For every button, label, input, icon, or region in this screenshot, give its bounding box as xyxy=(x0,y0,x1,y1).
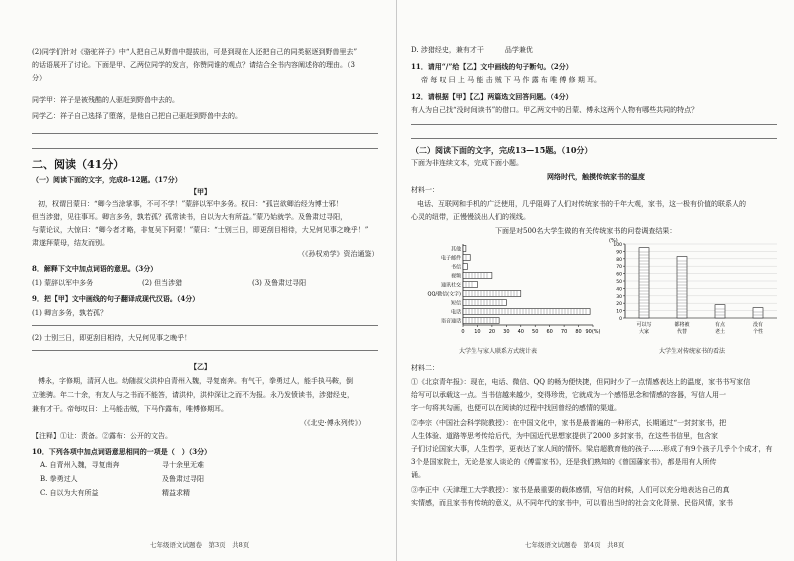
y-tick-label: 70 xyxy=(616,265,622,271)
jia-line-3: 与蒙论议，大惊曰：“卿今者才略，非复吴下阿蒙！”蒙曰：“士别三日，即更刮目相待，大兄何见事之晚乎！” xyxy=(32,226,369,234)
q12-title: 12．请根据【甲】【乙】两篇选文回答问题。（4分） xyxy=(411,92,573,101)
q2-yi: 同学乙：祥子自己选择了堕落，是他自己把自己驱赶到野兽中去的。 xyxy=(32,112,242,120)
category-label-line1: 都将被 xyxy=(674,322,690,328)
section2-title: 二、阅读（41分） xyxy=(32,158,125,171)
category-label-line2: 代替 xyxy=(676,329,688,335)
bar xyxy=(463,255,470,261)
survey-title: 下面是对500名大学生做的有关传统家书的问卷调查结果： xyxy=(495,227,677,235)
x-tick-label: 50 xyxy=(532,329,539,335)
material1-label: 材料一： xyxy=(411,186,439,194)
jia-line-1: 初，权谓吕蒙曰：“卿今当涂掌事，不可不学！”蒙辞以军中多务。权曰：“孤岂欲卿治经为博士邪！ xyxy=(38,200,343,208)
answer-line xyxy=(32,148,378,149)
x-tick-label: 0 xyxy=(461,329,465,335)
answer-line xyxy=(32,350,378,351)
right-footer: 七年级语文试题卷 第4页 共8页 xyxy=(525,541,625,549)
x-tick-label: 40 xyxy=(517,329,524,335)
yi-line-1: 傅永，字修期，清河人也。幼随叔父洪仲自青州入魏，寻复南奔。有气干，拳勇过人，能手执马鞍，倒 xyxy=(38,377,353,385)
note: 【注释】①让：责备。②露布：公开的文告。 xyxy=(32,432,172,440)
m1-line-2: 心灵的纽带，正慢慢淡出人们的视线。 xyxy=(411,213,530,221)
bar xyxy=(463,282,477,288)
y-tick-label: 50 xyxy=(616,280,622,285)
answer-line xyxy=(411,124,777,125)
q11-title: 11．请用“/”给【乙】文中画线的句子断句。（2分） xyxy=(411,62,573,71)
bar xyxy=(715,305,725,318)
m2b-line-1: ②李宗（中国社会科学院教授）：在中国文化中，家书是最普遍的一种形式，长期通过“一封封家书，把 xyxy=(411,419,727,427)
part2-sub: 下面为非连续文本，完成下面小题。 xyxy=(411,159,523,167)
yi-line-2: 立驰骋。年二十余，有友人与之书而不能答，请洪仲，洪仲深让之而不为报。永乃发愤读书，涉猎经史， xyxy=(32,391,354,399)
x-tick-label: 30 xyxy=(503,329,510,335)
q10-opt-a-left: A. 自青州入魏，寻复南奔 xyxy=(40,461,120,469)
part1-title: （一）阅读下面的文字，完成8-12题。（17分） xyxy=(32,175,182,184)
y-tick-label: 20 xyxy=(616,302,622,308)
jia-line-2: 但当涉猎，见往事耳。卿言多务，孰若孤？孤常读书，自以为大有所益。”蒙乃始就学。及鲁肃过寻阳， xyxy=(32,213,348,221)
q10-opt-c-right: 精益求精 xyxy=(162,489,190,497)
category-label: QQ/微信(文字) xyxy=(427,291,461,298)
y-tick-label: 10 xyxy=(616,309,622,315)
q10-opt-d: D. 涉猎经史，兼有才干 品学兼优 xyxy=(411,46,533,54)
m2b-line-4: 3个是国家院士，无论是家人谈论的《傅雷家书》，还是我们熟知的《曾国藩家书》，都是用有人所传 xyxy=(411,458,717,466)
q8-item-1: (1) 蒙辞以军中多务 xyxy=(32,279,94,287)
x-tick-label: 90(%) xyxy=(585,329,601,335)
y-tick-label: 80 xyxy=(616,257,622,263)
y-unit-label: (%) xyxy=(609,238,618,244)
yi-label: 【乙】 xyxy=(190,362,211,371)
bar xyxy=(463,300,506,306)
q2-line3: 分） xyxy=(32,74,46,82)
answer-line xyxy=(411,138,777,139)
category-label: 电子邮件 xyxy=(440,255,461,262)
bar xyxy=(639,248,649,318)
category-label: 书信 xyxy=(450,264,461,271)
yi-line-3: 兼有才干。帝每叹曰：上马能击贼，下马作露布，唯傅修期耳。 xyxy=(32,405,228,413)
q9-title: 9．把【甲】文中画线的句子翻译成现代汉语。（4分） xyxy=(32,294,200,303)
bar xyxy=(463,273,492,279)
y-tick-label: 90 xyxy=(616,250,622,256)
q11-text: 帝 每 叹 曰 上 马 能 击 贼 下 马 作 露 布 唯 傅 修 期 耳。 xyxy=(421,76,602,84)
m2c-line-2: 实情感，而且家书有传统的意义，从不同年代的家书中，可以看出当时的社会文化背景、民俗风情，家书 xyxy=(411,499,733,507)
category-label: 通讯社交 xyxy=(440,282,461,289)
q12-text: 有人为自己找“没时间读书”的借口。甲乙两文中的吕蒙、傅永这两个人物有哪些共同的特点？ xyxy=(411,106,699,114)
q8-title: 8．解释下文中加点词语的意思。（3分） xyxy=(32,264,158,273)
m2-line-3: 字一句将其勾画，也便可以在阅读的过程中找回曾经的感情的渠道。 xyxy=(411,404,621,412)
category-label: 视频 xyxy=(450,273,461,280)
y-tick-label: 100 xyxy=(613,243,622,248)
jia-label: 【甲】 xyxy=(190,187,211,196)
y-tick-label: 30 xyxy=(616,294,622,300)
letter-opinion-bar-chart xyxy=(607,236,782,340)
bar xyxy=(677,257,687,318)
y-tick-label: 60 xyxy=(616,272,622,278)
q8-item-2: (2) 但当涉猎 xyxy=(142,279,183,287)
bar xyxy=(463,264,467,270)
bar xyxy=(463,291,521,297)
x-tick-label: 60 xyxy=(546,329,553,335)
q10-title: 10．下列各项中加点词语意思相同的一项是（ ）（3分） xyxy=(32,447,212,456)
bar xyxy=(463,246,466,252)
yi-source: （《北史·傅永列传》） xyxy=(300,419,366,427)
part2-title: （二）阅读下面的文字，完成13—15题。（10分） xyxy=(411,145,593,155)
bar xyxy=(753,308,763,318)
q10-opt-a-right: 寻十余里无难 xyxy=(162,461,204,469)
q2-line2: 的话语展开了讨论。下面是甲、乙两位同学的发言，你赞同谁的观点？请结合全书内容阐述你的理由。（3 xyxy=(32,61,355,69)
m2b-line-3: 子们讨论国家大事，人生哲学，更表达了家人间的情怀。梁启超教育他的孩子……形成了有9个孩子几乎个个成才，有 xyxy=(411,445,773,453)
m2c-line-1: ③李正中（天津理工大学教授）：家书是最重要的载体感情，写信的时候，人们可以充分地表达自己的真 xyxy=(411,486,730,494)
x-tick-label: 70 xyxy=(560,329,568,335)
q8-item-3: (3) 及鲁肃过寻阳 xyxy=(252,279,307,287)
m2-line-2: 给写可以承载这一点。当书信越来越少，变得珍贵，它就成为一个感悟思念和情感的容器，写信人用一 xyxy=(411,391,726,399)
left-footer: 七年级语文试题卷 第3页 共8页 xyxy=(150,541,250,549)
category-label-line2: 大家 xyxy=(638,329,650,335)
x-tick-label: 80 xyxy=(575,329,582,335)
q10-opt-c-left: C. 自以为大有所益 xyxy=(40,489,99,497)
jia-line-4: 肃遂拜蒙母，结友而别。 xyxy=(32,239,109,247)
answer-line xyxy=(32,133,378,134)
y-tick-label: 40 xyxy=(616,287,622,293)
q2-jia: 同学甲：祥子是被残酷的人驱赶到野兽中去的。 xyxy=(32,96,179,104)
m2b-line-5: 诵。 xyxy=(411,471,425,479)
x-tick-label: 20 xyxy=(488,329,496,335)
q10-opt-b-right: 及鲁肃过寻阳 xyxy=(162,475,204,483)
category-label: 其他 xyxy=(450,246,461,253)
m2b-line-2: 人生体验、道路等思考传给后代，为中国近代思想家提供了2000 多封家书，在这些书信里，包含家 xyxy=(411,432,719,440)
q9-sub2: (2) 士别三日，即更刮目相待，大兄何见事之晚乎！ xyxy=(32,334,192,342)
q2-line1: (2)同学们针对《骆驼祥子》中“人把自己从野兽中提拔出，可是到现在人还把自己的同类驱逐到野兽里去” xyxy=(32,48,358,56)
category-label: 短信 xyxy=(450,300,461,307)
m2-line-1: ①《北京青年报》：现在，电话、微信、QQ 的畅为便快捷，但同时少了一点情感表达上的温度，家书书写家信 xyxy=(411,378,751,386)
answer-line xyxy=(32,325,378,326)
x-tick-label: 10 xyxy=(474,329,481,335)
article-title: 网络时代，触摸传统家书的温度 xyxy=(547,172,645,181)
material2-label: 材料二： xyxy=(411,364,439,372)
right-page xyxy=(397,0,794,561)
category-label-line1: 有点 xyxy=(714,322,726,328)
chart-right-caption: 大学生对传统家书的看法 xyxy=(659,348,726,355)
category-label: 语音通话 xyxy=(440,318,461,325)
chart-left-caption: 大学生与家人联系方式统计表 xyxy=(459,348,538,355)
jia-source: （《孙权劝学》资治通鉴） xyxy=(298,250,379,258)
y-tick-label: 0 xyxy=(619,317,622,322)
m1-line-1: 电话、互联网和手机的广泛使用，几乎阻碍了人们对传统家书的千年大观，家书，这一极有价值的联系人的 xyxy=(417,200,746,208)
category-label: 电话 xyxy=(450,309,461,316)
category-label-line1: 没有 xyxy=(752,322,764,328)
contact-method-bar-chart xyxy=(411,240,601,340)
category-label-line2: 老土 xyxy=(714,329,726,335)
q10-opt-b-left: B. 拳勇过人 xyxy=(40,475,78,483)
category-label-line2: 个性 xyxy=(752,329,764,335)
category-label-line1: 可以写 xyxy=(636,322,652,328)
q9-sub1: (1) 卿言多务，孰若孤？ xyxy=(32,309,108,317)
